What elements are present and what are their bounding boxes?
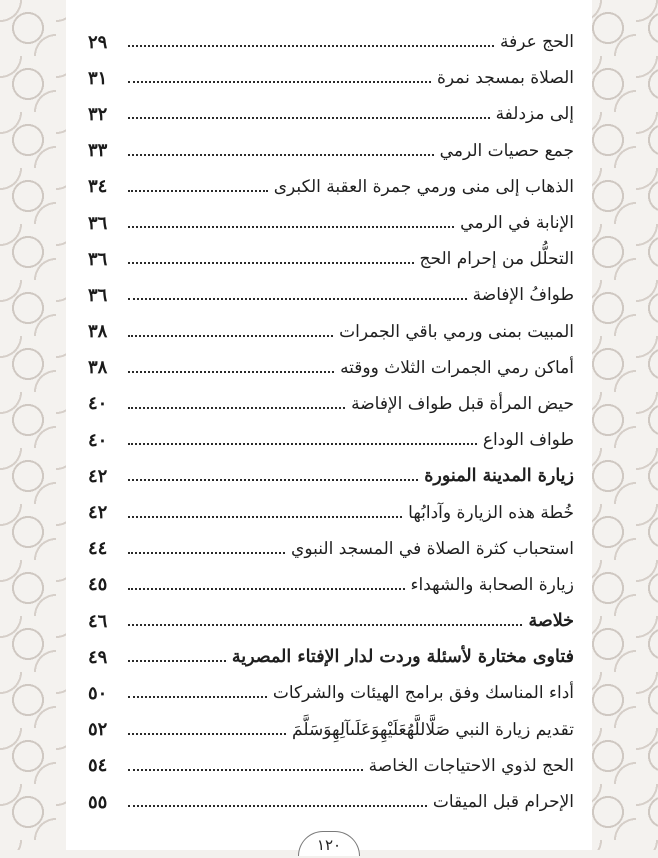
toc-entry-title: أماكن رمي الجمرات الثلاث ووقته xyxy=(340,357,574,378)
toc-entry-page: ٤٢ xyxy=(88,502,108,524)
toc-entry-title: تقديم زيارة النبي صَلَّاللَّهُعَلَيْهِوَعَلَىآلِهِوَسَلَّمَ xyxy=(292,719,574,740)
toc-entry-page: ٣٦ xyxy=(88,284,108,306)
toc-entry-page: ٤٠ xyxy=(88,429,108,451)
toc-entry-title: طواف الوداع xyxy=(482,430,574,451)
toc-entry-title: حيض المرأة قبل طواف الإفاضة xyxy=(351,393,574,414)
toc-entry[interactable] xyxy=(88,422,574,458)
dot-leader xyxy=(128,81,431,83)
dot-leader xyxy=(128,262,414,264)
dot-leader xyxy=(128,407,345,409)
toc-entry-page: ٤٤ xyxy=(88,538,108,560)
toc-entry-page: ٥٥ xyxy=(88,791,108,813)
toc-entry-page: ٣٤ xyxy=(88,176,108,198)
toc-entry-title: المبيت بمنى ورمي باقي الجمرات xyxy=(339,321,574,342)
document-page xyxy=(66,0,592,854)
toc-entry[interactable] xyxy=(88,639,574,675)
toc-entry[interactable] xyxy=(88,60,574,96)
toc-entry[interactable] xyxy=(88,205,574,241)
dot-leader xyxy=(128,588,405,590)
toc-entry[interactable] xyxy=(88,277,574,313)
dot-leader xyxy=(128,696,267,698)
toc-entry-page: ٤٢ xyxy=(88,465,108,487)
toc-entry[interactable] xyxy=(88,567,574,603)
toc-entry[interactable] xyxy=(88,133,574,169)
dot-leader xyxy=(128,190,268,192)
toc-entry[interactable] xyxy=(88,458,574,494)
toc-entry[interactable] xyxy=(88,386,574,422)
dot-leader xyxy=(128,660,226,662)
toc-entry-page: ٤٦ xyxy=(88,610,108,632)
toc-entry[interactable] xyxy=(88,241,574,277)
toc-entry-title: إلى مزدلفة xyxy=(495,104,574,125)
dot-leader xyxy=(128,335,333,337)
toc-entry[interactable] xyxy=(88,96,574,132)
dot-leader xyxy=(128,624,522,626)
dot-leader xyxy=(128,479,418,481)
toc-entry[interactable] xyxy=(88,24,574,60)
dot-leader xyxy=(128,371,334,373)
dot-leader xyxy=(128,226,454,228)
toc-entry-title: التحلُّل من إحرام الحج xyxy=(419,249,574,270)
toc-entry-page: ٣٨ xyxy=(88,357,108,379)
dot-leader xyxy=(128,769,363,771)
dot-leader xyxy=(128,298,467,300)
toc-entry[interactable] xyxy=(88,169,574,205)
toc-entry-title: طوافُ الإفاضة xyxy=(472,285,574,306)
toc-entry[interactable] xyxy=(88,314,574,350)
toc-entry[interactable] xyxy=(88,712,574,748)
toc-entry-title: الحج لذوي الاحتياجات الخاصة xyxy=(368,755,574,776)
toc-entry-page: ٥٠ xyxy=(88,682,108,704)
toc-entry[interactable] xyxy=(88,531,574,567)
toc-entry-title: خلاصة xyxy=(528,611,574,632)
toc-entry-title: الحج عرفة xyxy=(499,32,574,53)
dot-leader xyxy=(128,45,494,47)
dot-leader xyxy=(128,443,477,445)
toc-entry[interactable] xyxy=(88,494,574,530)
toc-entry-page: ٣٣ xyxy=(88,140,108,162)
toc-entry-page: ٣٦ xyxy=(88,212,108,234)
dot-leader xyxy=(128,805,427,807)
dot-leader xyxy=(128,733,286,735)
toc-entry-title: أداء المناسك وفق برامج الهيئات والشركات xyxy=(272,683,574,704)
toc-entry-title: الإنابة في الرمي xyxy=(460,213,574,234)
toc-entry-page: ٤٠ xyxy=(88,393,108,415)
toc-entry[interactable] xyxy=(88,784,574,820)
dot-leader xyxy=(128,516,402,518)
toc-entry-page: ٣٢ xyxy=(88,103,108,125)
toc-entry[interactable] xyxy=(88,675,574,711)
toc-entry-page: ٥٤ xyxy=(88,755,108,777)
toc-entry-title: الذهاب إلى منى ورمي جمرة العقبة الكبرى xyxy=(273,176,574,197)
toc-entry-page: ٢٩ xyxy=(88,31,108,53)
toc-entry-page: ٣٨ xyxy=(88,321,108,343)
toc-entry-title: جمع حصيات الرمي xyxy=(439,140,574,161)
dot-leader xyxy=(128,552,285,554)
toc-entry-title: زيارة المدينة المنورة xyxy=(424,466,574,487)
table-of-contents xyxy=(88,24,574,820)
dot-leader xyxy=(128,154,434,156)
toc-entry-page: ٤٥ xyxy=(88,574,108,596)
page-number: ١٢٠ xyxy=(298,831,360,856)
toc-entry-page: ٥٢ xyxy=(88,719,108,741)
toc-entry-title: فتاوى مختارة لأسئلة وردت لدار الإفتاء المصرية xyxy=(231,647,574,668)
toc-entry[interactable] xyxy=(88,748,574,784)
toc-entry-title: زيارة الصحابة والشهداء xyxy=(410,574,574,595)
toc-entry-title: خُطة هذه الزيارة وآدابُها xyxy=(408,502,574,523)
toc-entry[interactable] xyxy=(88,350,574,386)
dot-leader xyxy=(128,117,490,119)
toc-entry-title: استحباب كثرة الصلاة في المسجد النبوي xyxy=(291,538,574,559)
toc-entry[interactable] xyxy=(88,603,574,639)
toc-entry-title: الصلاة بمسجد نمرة xyxy=(437,68,574,89)
toc-entry-page: ٤٩ xyxy=(88,646,108,668)
toc-entry-title: الإحرام قبل الميقات xyxy=(432,792,574,813)
toc-entry-page: ٣١ xyxy=(88,67,108,89)
toc-entry-page: ٣٦ xyxy=(88,248,108,270)
